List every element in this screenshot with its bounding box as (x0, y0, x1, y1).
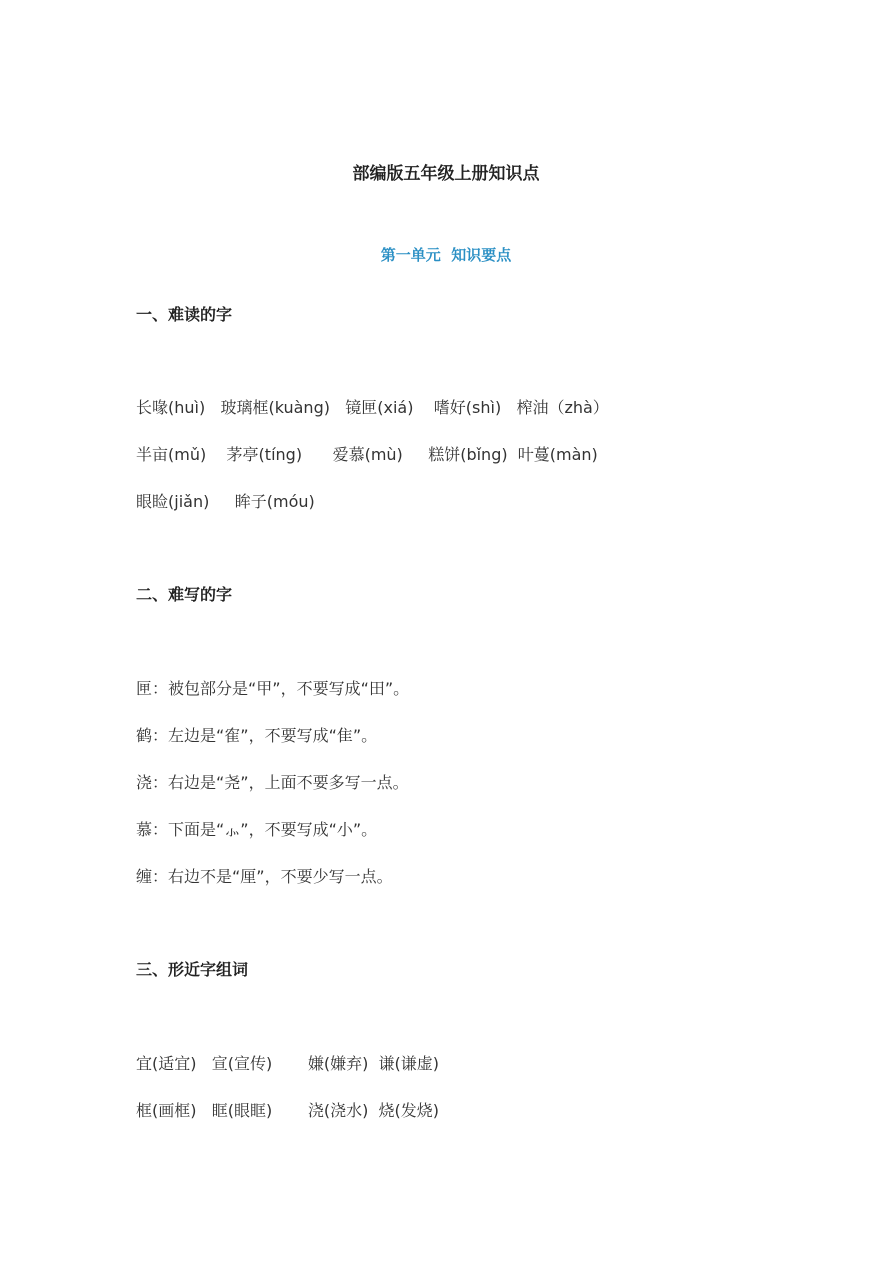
section-heading-hard-to-write: 二、难写的字 (136, 585, 233, 604)
unit-title: 第一单元 知识要点 (380, 246, 512, 264)
section-heading-similar-characters: 三、形近字组词 (136, 960, 249, 979)
text-line: 缠：右边不是“厘”，不要少写一点。 (136, 867, 393, 886)
section-heading-hard-to-read: 一、难读的字 (136, 305, 233, 324)
text-line: 鹤：左边是“隺”，不要写成“隹”。 (136, 726, 378, 745)
text-line: 浇：右边是“尧”，上面不要多写一点。 (136, 773, 409, 792)
text-line: 匣：被包部分是“甲”，不要写成“田”。 (136, 679, 410, 698)
document-title: 部编版五年级上册知识点 (352, 164, 540, 184)
text-line: 框(画框) 眶(眼眶) 浇(浇水) 烧(发烧) (136, 1101, 439, 1120)
text-line: 半亩(mǔ) 茅亭(tíng) 爱慕(mù) 糕饼(bǐng) 叶蔓(màn) (136, 445, 598, 464)
text-line: 慕：下面是“⺗”，不要写成“小”。 (136, 820, 378, 839)
text-line: 长喙(huì) 玻璃框(kuàng) 镜匣(xiá) 嗜好(shì) 榨油（zhà） (136, 398, 609, 417)
text-line: 宜(适宜) 宣(宣传) 嫌(嫌弃) 谦(谦虚) (136, 1054, 439, 1073)
text-line: 眼睑(jiǎn) 眸子(móu) (136, 492, 315, 511)
